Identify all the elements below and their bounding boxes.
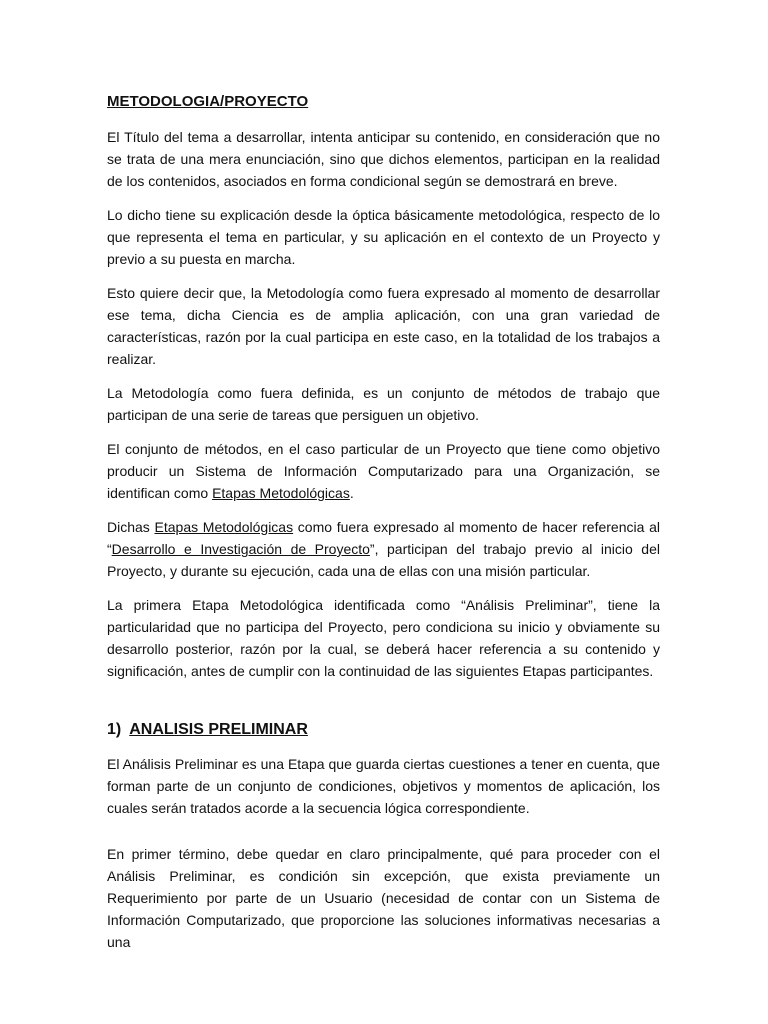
- section-1-paragraph-2: En primer término, debe quedar en claro principalmente, qué para proceder con el Análisis Preliminar, es condición sin excepción, que exista previamente un Requerimiento por parte de un Usuario (necesidad de contar con un Sistema de Información Computarizado, que proporcione las soluciones informativas necesarias a una: [107, 846, 660, 950]
- paragraph-5: [107, 438, 660, 504]
- paragraph-6-text-c: ”, participan del trabajo previo al inicio del Proyecto, y durante su ejecución, cada una de ellas con una misión particular.: [107, 541, 660, 579]
- paragraph-5-text-a: El conjunto de métodos, en el caso particular de un Proyecto que tiene como objetivo producir un Sistema de Información Computarizado para una Organización, se identifican como: [107, 441, 660, 501]
- paragraph-6: [107, 516, 660, 582]
- etapas-metodologicas-link[interactable]: Etapas Metodológicas: [212, 485, 350, 501]
- paragraph-2: Lo dicho tiene su explicación desde la óptica básicamente metodológica, respecto de lo que representa el tema en particular, y su aplicación en el contexto de un Proyecto y previo a su puesta en marcha.: [107, 207, 660, 267]
- paragraph-6-text-a: Dichas: [107, 519, 155, 535]
- section-heading-analisis-preliminar: [107, 717, 660, 743]
- paragraph-5-text-b: .: [349, 485, 354, 501]
- paragraph-3: Esto quiere decir que, la Metodología como fuera expresado al momento de desarrollar ese tema, dicha Ciencia es de amplia aplicación, con una gran variedad de características, razón por la cual participa en este caso, en la totalidad de los trabajos a realizar.: [107, 285, 660, 367]
- document-title: METODOLOGIA/PROYECTO: [107, 93, 309, 110]
- paragraph-7: La primera Etapa Metodológica identificada como “Análisis Preliminar”, tiene la particularidad que no participa del Proyecto, pero condiciona su inicio y obviamente su desarrollo posterior, razón por la cual, se deberá hacer referencia a su contenido y significación, antes de cumplir con la continuidad de las siguientes Etapas participantes.: [107, 597, 660, 679]
- etapas-metodologicas-link-2[interactable]: Etapas Metodológicas: [154, 519, 294, 535]
- document-body: [107, 88, 660, 965]
- paragraph-6-text-b: como fuera expresado al momento de hacer referencia al “: [107, 519, 660, 557]
- paragraph-1: El Título del tema a desarrollar, intenta anticipar su contenido, en consideración que no se trata de una mera enunciación, sino que dichos elementos, participan en la realidad de los contenidos, asociados en forma condicional según se demostrará en breve.: [107, 129, 660, 189]
- desarrollo-investigacion-link[interactable]: Desarrollo e Investigación de Proyecto: [111, 541, 370, 557]
- section-heading-text: ANALISIS PRELIMINAR: [129, 721, 308, 738]
- section-number: 1): [107, 721, 122, 738]
- paragraph-4: La Metodología como fuera definida, es un conjunto de métodos de trabajo que participan de una serie de tareas que persiguen un objetivo.: [107, 385, 660, 423]
- section-1-paragraph-1: El Análisis Preliminar es una Etapa que guarda ciertas cuestiones a tener en cuenta, que forman parte de un conjunto de condiciones, objetivos y momentos de aplicación, los cuales serán tratados acorde a la secuencia lógica correspondiente.: [107, 756, 660, 816]
